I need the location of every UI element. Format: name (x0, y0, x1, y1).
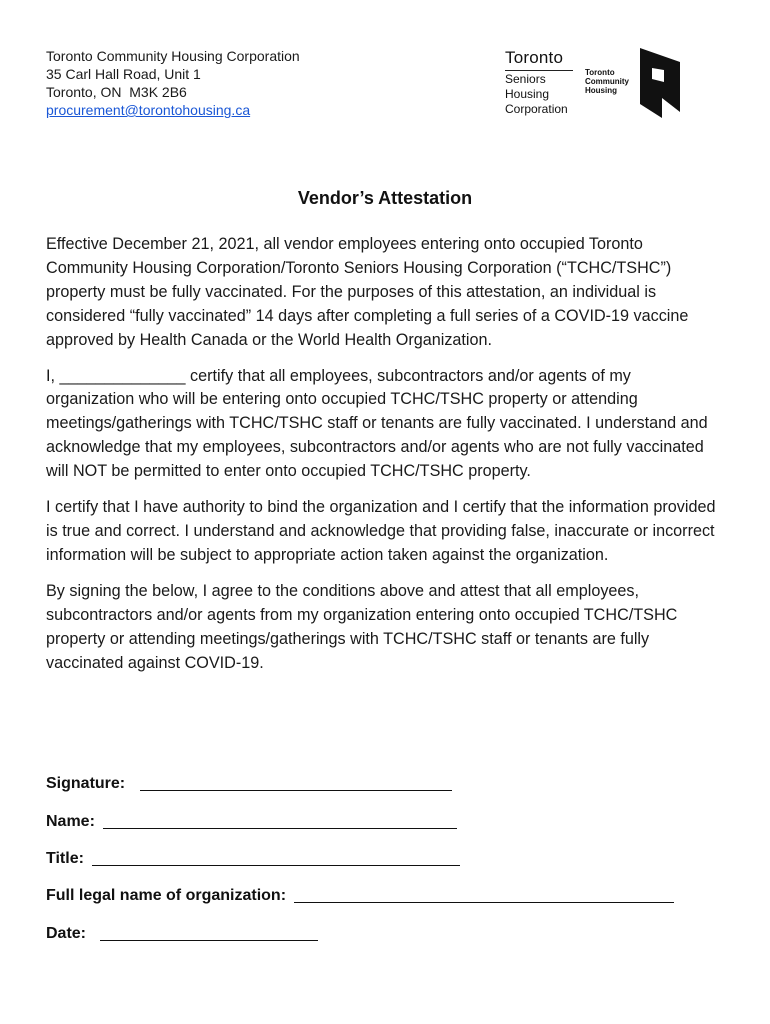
tshc-logo-title: Toronto (505, 48, 564, 67)
address-line-1: 35 Carl Hall Road, Unit 1 (46, 66, 201, 82)
paragraph-certify-vaccinated: I, ______________ certify that all employees, subcontractors and/or agents of my organization who will be entering onto occupied TCHC/TSHC property or attending meetings/gatherings with TCHC/TSHC staff or tenants are fully vaccinated. I understand and acknowledge that my employees, subcontractors and/or agents who are not fully vaccinated will NOT be permitted to enter onto occupied TCHC/TSHC property. (46, 366, 708, 481)
tchc-logo-line2: Community (585, 77, 629, 86)
email-link[interactable]: procurement@torontohousing.ca (46, 102, 251, 118)
tshc-logo-text (505, 72, 568, 117)
name-line[interactable] (103, 812, 457, 829)
name-label: Name: (46, 813, 95, 830)
logo-rule (505, 70, 573, 71)
document-title: Vendor’s Attestation (297, 188, 473, 208)
signature-line[interactable] (140, 774, 452, 791)
paragraph-signing: By signing the below, I agree to the conditions above and attest that all employees, subcontractors and/or agents from my organization entering onto occupied TCHC/TSHC property or attending meetings/gatherings with TCHC/TSHC staff or tenants are fully vaccinated against COVID-19. (46, 581, 678, 672)
sender-address (46, 47, 300, 119)
tchc-logo-text (585, 68, 629, 95)
tshc-logo-line2: Housing (505, 87, 550, 101)
tchc-logo-mark-icon (638, 48, 682, 118)
paragraph-certify-authority: I certify that I have authority to bind the organization and I certify that the information provided is true and correct. I understand and acknowledge that providing false, inaccurate or incorrect information will be subject to appropriate action taken against the organization. (46, 498, 716, 564)
tshc-logo-line3: Corporation (505, 102, 568, 116)
attestation-body (46, 233, 718, 687)
title-line[interactable] (92, 849, 460, 866)
address-line-2: Toronto, ON M3K 2B6 (46, 84, 187, 100)
tchc-tshc-logo (505, 48, 680, 123)
date-label: Date: (46, 925, 87, 942)
tchc-logo-line3: Housing (585, 86, 617, 95)
signature-label: Signature: (46, 775, 126, 792)
tchc-logo-line1: Toronto (585, 68, 615, 77)
title-label: Title: (46, 850, 84, 867)
organization-label: Full legal name of organization: (46, 887, 287, 904)
date-line[interactable] (100, 924, 318, 941)
organization-line[interactable] (294, 886, 674, 903)
org-name: Toronto Community Housing Corporation (46, 48, 300, 64)
paragraph-effective: Effective December 21, 2021, all vendor employees entering onto occupied Toronto Community Housing Corporation/Toronto Seniors Housing Corporation (“TCHC/TSHC”) property must be fully vaccinated. For the purposes of this attestation, an individual is considered “fully vaccinated” 14 days after completing a full series of a COVID-19 vaccine approved by Health Canada or the World Health Organization. (46, 235, 689, 349)
tshc-logo-line1: Seniors (505, 72, 546, 86)
